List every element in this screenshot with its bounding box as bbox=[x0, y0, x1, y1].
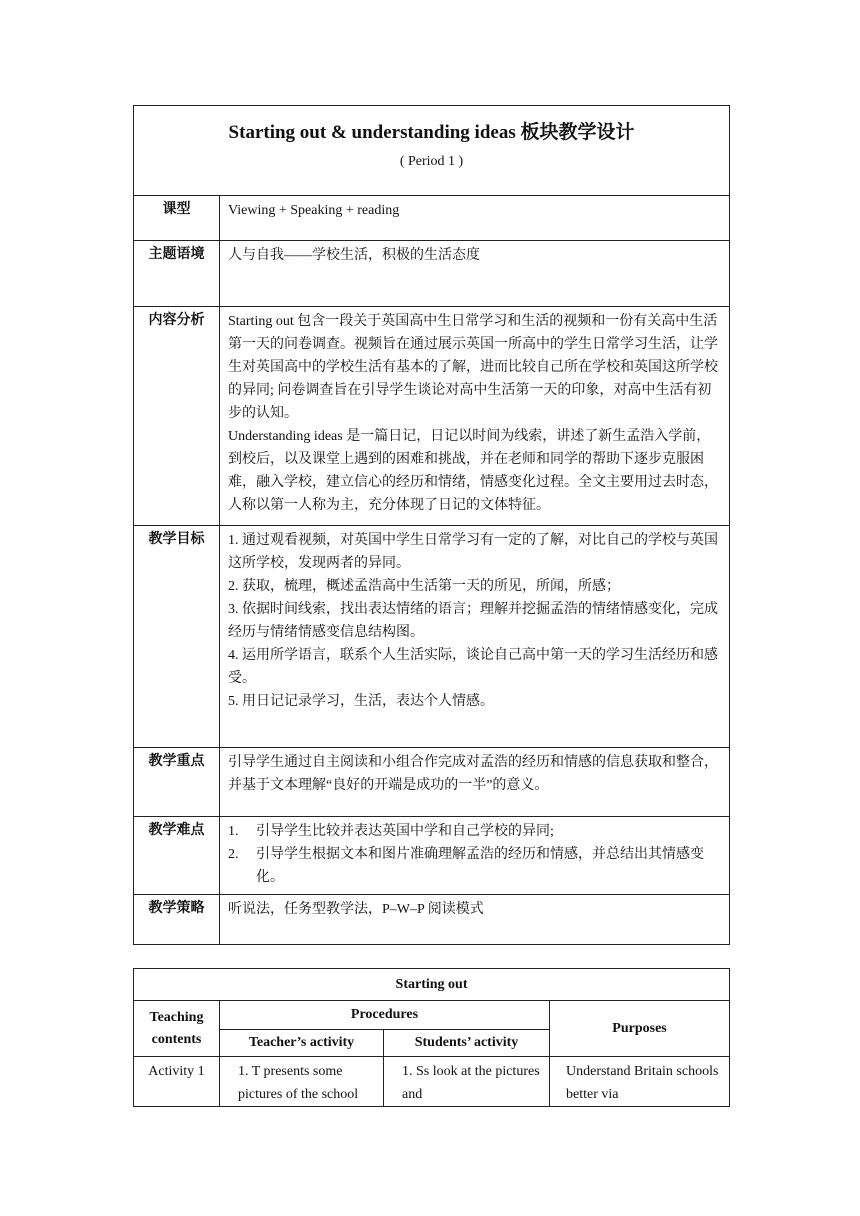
objective-item: 2. 获取，梳理，概述孟浩高中生活第一天的所见，所闻，所感； bbox=[228, 579, 620, 594]
theme-value: 人与自我——学校生活，积极的生活态度 bbox=[220, 241, 730, 307]
purpose: Understand Britain schools better via bbox=[550, 1057, 730, 1107]
row-content-analysis bbox=[134, 307, 730, 526]
students-activity-header: Students’ activity bbox=[384, 1030, 550, 1057]
title-cell bbox=[134, 106, 730, 196]
lesson-plan-table bbox=[133, 105, 730, 945]
teaching-contents-header: Teaching contents bbox=[134, 1001, 220, 1057]
row-difficulties bbox=[134, 817, 730, 895]
difficulties-value bbox=[220, 817, 730, 895]
table-row bbox=[134, 1057, 730, 1107]
course-type-label: 课型 bbox=[134, 196, 220, 241]
row-course-type bbox=[134, 196, 730, 241]
row-objectives bbox=[134, 526, 730, 748]
key-points-label: 教学重点 bbox=[134, 748, 220, 817]
content-paragraph: Starting out 包含一段关于英国高中生日常学习和生活的视频和一份有关高中生活第一天的问卷调查。视频旨在通过展示英国一所高中的学生日常学习生活，让学生对英国高中的学校生活有基本的了解，进而比较自己所在学校和英国这所学校的异同; 问卷调查旨在引导学生谈论对高中生活第一天的印象，对高中生活有初步的认知。 bbox=[228, 314, 718, 421]
row-key-points bbox=[134, 748, 730, 817]
teacher-activity: 1. T presents some pictures of the school bbox=[220, 1057, 384, 1107]
difficulty-item: 2. 引导学生根据文本和图片准确理解孟浩的经历和情感，并总结出其情感变化。 bbox=[228, 847, 704, 885]
activity-table-title: Starting out bbox=[134, 969, 730, 1001]
difficulties-label: 教学难点 bbox=[134, 817, 220, 895]
content-paragraph: Understanding ideas 是一篇日记，日记以时间为线索，讲述了新生孟浩入学前，到校后，以及课堂上遇到的困难和挑战，并在老师和同学的帮助下逐步克服困难，融入学校，建立信心的经历和情绪，情感变化过程。全文主要用过去时态，人称以第一人称为主，充分体现了日记的文体特征。 bbox=[228, 429, 718, 513]
objective-item: 1. 通过观看视频，对英国中学生日常学习有一定的了解，对比自己的学校与英国这所学校，发现两者的异同。 bbox=[228, 533, 718, 571]
content-label: 内容分析 bbox=[134, 307, 220, 526]
objective-item: 5. 用日记记录学习，生活，表达个人情感。 bbox=[228, 694, 494, 709]
theme-label: 主题语境 bbox=[134, 241, 220, 307]
page-title: Starting out & understanding ideas 板块教学设计 bbox=[228, 122, 635, 143]
difficulty-item: 1. 引导学生比较并表达英国中学和自己学校的异同; bbox=[228, 824, 554, 839]
key-points-value: 引导学生通过自主阅读和小组合作完成对孟浩的经历和情感的信息获取和整合，并基于文本理解“良好的开端是成功的一半”的意义。 bbox=[220, 748, 730, 817]
period-label: ( Period 1 ) bbox=[399, 154, 464, 169]
strategy-value: 听说法，任务型教学法，P–W–P 阅读模式 bbox=[220, 895, 730, 945]
strategy-label: 教学策略 bbox=[134, 895, 220, 945]
row-theme bbox=[134, 241, 730, 307]
objectives-value bbox=[220, 526, 730, 748]
purposes-header: Purposes bbox=[550, 1001, 730, 1057]
course-type-value: Viewing + Speaking + reading bbox=[220, 196, 730, 241]
objective-item: 3. 依据时间线索，找出表达情绪的语言；理解并挖掘孟浩的情绪情感变化，完成经历与情绪情感变信息结构图。 bbox=[228, 602, 718, 640]
objectives-label: 教学目标 bbox=[134, 526, 220, 748]
procedures-header: Procedures bbox=[220, 1001, 550, 1030]
objective-item: 4. 运用所学语言，联系个人生活实际，谈论自己高中第一天的学习生活经历和感受。 bbox=[228, 648, 718, 686]
row-strategy bbox=[134, 895, 730, 945]
content-value bbox=[220, 307, 730, 526]
activity-name: Activity 1 bbox=[134, 1057, 220, 1107]
students-activity: 1. Ss look at the pictures and bbox=[384, 1057, 550, 1107]
activity-table bbox=[133, 968, 730, 1107]
teacher-activity-header: Teacher’s activity bbox=[220, 1030, 384, 1057]
